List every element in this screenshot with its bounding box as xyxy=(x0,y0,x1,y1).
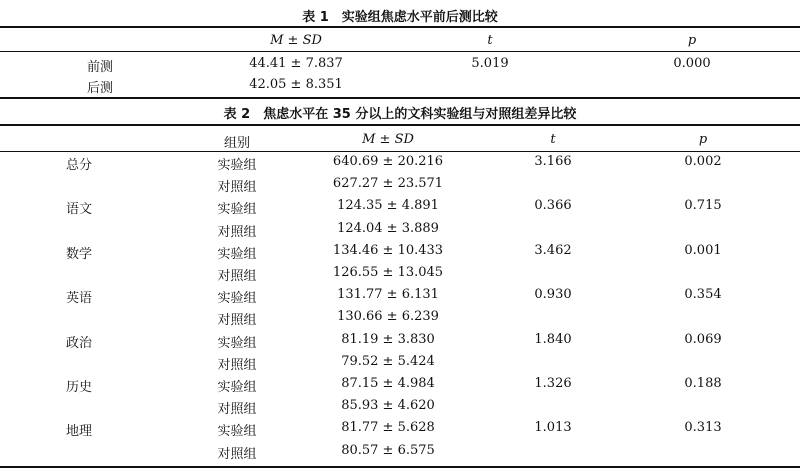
table2-header-rule xyxy=(0,151,800,152)
table2-header-t: t xyxy=(550,132,556,147)
msd-value: 81.19 ± 3.830 xyxy=(341,332,435,347)
msd-value: 124.04 ± 3.889 xyxy=(337,221,439,236)
table2-header-msd: M ± SD xyxy=(362,132,414,147)
table1-header-p: p xyxy=(687,33,697,48)
table2-bottom-rule xyxy=(0,466,800,468)
group-label: 对照组 xyxy=(217,269,257,284)
p-value: 0.715 xyxy=(684,198,722,213)
msd-value: 81.77 ± 5.628 xyxy=(341,420,435,435)
subject-label: 总分 xyxy=(66,158,93,173)
group-label: 实验组 xyxy=(217,158,257,173)
group-label: 实验组 xyxy=(217,291,257,306)
p-value: 0.354 xyxy=(684,287,722,302)
msd-value: 126.55 ± 13.045 xyxy=(332,265,444,280)
p-value: 0.001 xyxy=(684,243,722,258)
msd-value: 85.93 ± 4.620 xyxy=(341,398,435,413)
table2-header-group: 组别 xyxy=(223,136,251,151)
table2-top-rule xyxy=(0,124,800,126)
p-value: 0.188 xyxy=(684,376,722,391)
t-value: 0.930 xyxy=(534,287,572,302)
msd-value: 134.46 ± 10.433 xyxy=(332,243,444,258)
group-label: 实验组 xyxy=(217,380,257,395)
msd-value: 130.66 ± 6.239 xyxy=(337,309,439,324)
group-label: 实验组 xyxy=(217,202,257,217)
msd-value: 87.15 ± 4.984 xyxy=(341,376,435,391)
table1-title: 表 1 实验组焦虑水平前后测比较 xyxy=(302,10,498,25)
subject-label: 英语 xyxy=(66,291,93,306)
t-value: 3.462 xyxy=(534,243,572,258)
group-label: 实验组 xyxy=(217,336,257,351)
table1-bottom-rule xyxy=(0,97,800,99)
msd-value: 79.52 ± 5.424 xyxy=(341,354,435,369)
group-label: 对照组 xyxy=(217,402,257,417)
p-value: 0.069 xyxy=(684,332,722,347)
group-label: 实验组 xyxy=(217,247,257,262)
group-label: 对照组 xyxy=(217,313,257,328)
table1-row-msd: 42.05 ± 8.351 xyxy=(249,77,343,92)
subject-label: 历史 xyxy=(66,380,93,395)
t-value: 1.326 xyxy=(534,376,572,391)
subject-label: 政治 xyxy=(66,336,93,351)
group-label: 实验组 xyxy=(217,424,257,439)
t-value: 0.366 xyxy=(534,198,572,213)
table1-row-label: 后测 xyxy=(87,81,114,96)
table1-header-msd: M ± SD xyxy=(270,33,322,48)
p-value: 0.002 xyxy=(684,154,722,169)
subject-label: 地理 xyxy=(66,424,93,439)
table1-row-label: 前测 xyxy=(87,60,114,75)
subject-label: 数学 xyxy=(66,247,93,262)
group-label: 对照组 xyxy=(217,447,257,462)
p-value: 0.313 xyxy=(684,420,722,435)
group-label: 对照组 xyxy=(217,358,257,373)
table2-title: 表 2 焦虑水平在 35 分以上的文科实验组与对照组差异比较 xyxy=(223,107,577,122)
table1-row-t: 5.019 xyxy=(471,56,509,71)
msd-value: 131.77 ± 6.131 xyxy=(337,287,439,302)
subject-label: 语文 xyxy=(66,202,93,217)
msd-value: 80.57 ± 6.575 xyxy=(341,443,435,458)
msd-value: 124.35 ± 4.891 xyxy=(337,198,439,213)
table1-top-rule xyxy=(0,26,800,28)
table1-header-rule xyxy=(0,51,800,52)
msd-value: 640.69 ± 20.216 xyxy=(332,154,444,169)
t-value: 1.013 xyxy=(534,420,572,435)
table2-header-p: p xyxy=(698,132,708,147)
group-label: 对照组 xyxy=(217,180,257,195)
table1-row-msd: 44.41 ± 7.837 xyxy=(249,56,343,71)
t-value: 3.166 xyxy=(534,154,572,169)
msd-value: 627.27 ± 23.571 xyxy=(332,176,444,191)
group-label: 对照组 xyxy=(217,225,257,240)
t-value: 1.840 xyxy=(534,332,572,347)
table1-header-t: t xyxy=(487,33,493,48)
table1-row-p: 0.000 xyxy=(673,56,711,71)
